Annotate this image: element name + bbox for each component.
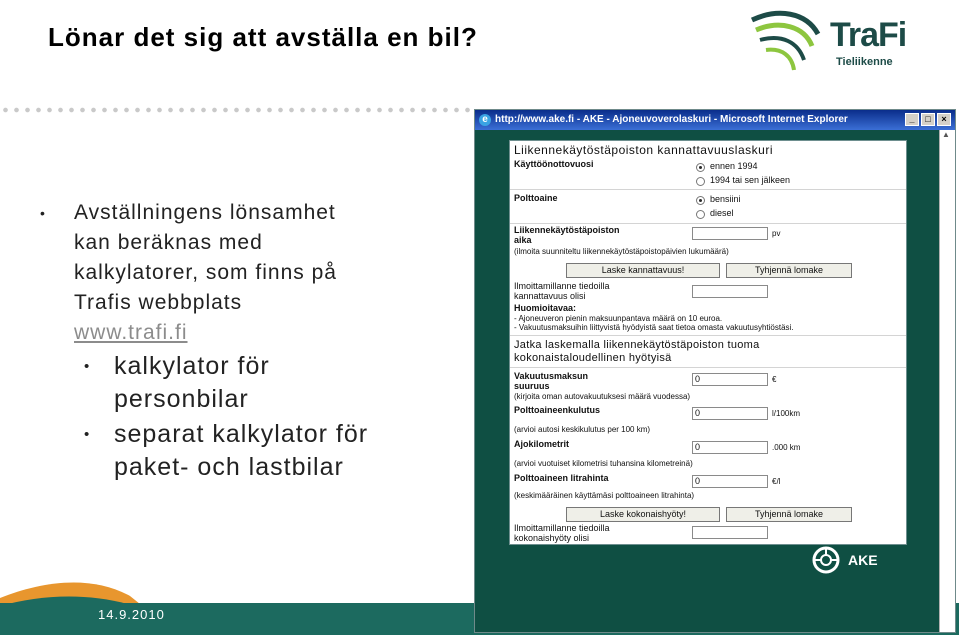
kannattavuus-result-line1: Ilmoittamillanne tiedoilla (514, 281, 610, 291)
tyhjenna-lomake-button-1[interactable]: Tyhjennä lomake (726, 263, 852, 278)
jatka-heading-line1: Jatka laskemalla liikennekäytöstäpoiston tuoma (514, 339, 760, 351)
bullet-dot-icon: • (84, 358, 91, 375)
litrahinta-note: (keskimääräinen käyttämäsi polttoaineen litrahinta) (514, 491, 695, 500)
minimize-button[interactable]: _ (905, 113, 919, 126)
bullet-dot-icon: • (84, 426, 91, 443)
bullet-main-line4: Trafis webbplats (74, 291, 243, 314)
polttoaine-label: Polttoaine (514, 193, 558, 203)
litrahinta-label: Polttoaineen litrahinta (514, 473, 609, 483)
laske-kokonaishyoty-button[interactable]: Laske kokonaishyöty! (566, 507, 720, 522)
radio-year-1994-after-label: 1994 tai sen jälkeen (710, 175, 791, 185)
separator (510, 223, 906, 224)
bullet-sub1-line1: kalkylator för (114, 352, 270, 380)
separator (510, 189, 906, 190)
poisto-note: (ilmoita suunniteltu liikennekäytöstäpoistopäivien lukumäärä) (514, 247, 729, 256)
kulutus-unit: l/100km (772, 409, 801, 418)
laske-kannattavuus-button[interactable]: Laske kannattavuus! (566, 263, 720, 278)
separator (510, 335, 906, 336)
note-vero: - Ajoneuveron pienin maksuunpantava määrä on 10 euroa. (514, 314, 723, 323)
trafi-logo-name: TraFi (830, 16, 907, 54)
scroll-up-icon[interactable]: ▲ (942, 130, 950, 139)
dotted-divider (0, 106, 474, 114)
close-button[interactable]: × (937, 113, 951, 126)
vertical-scrollbar[interactable] (939, 130, 955, 632)
slide-title: Lönar det sig att avställa en bil? (48, 22, 478, 52)
kokonaishyoty-result-line2: kokonaishyöty olisi (514, 533, 590, 543)
ake-logo-text: AKE (848, 552, 878, 568)
litrahinta-unit: €/l (772, 477, 781, 486)
browser-window (474, 109, 956, 633)
note-vakuutus: - Vakuutusmaksuihin liittyvistä hyödyistä saat tietoa omasta vakuutusyhtiöstäsi. (514, 323, 794, 332)
radio-year-1994-after[interactable] (696, 177, 705, 186)
kulutus-input[interactable]: 0 (692, 407, 768, 420)
bullet-list (40, 198, 460, 484)
separator (510, 367, 906, 368)
bullet-main-line2: kan beräknas med (74, 231, 263, 254)
tyhjenna-lomake-button-2[interactable]: Tyhjennä lomake (726, 507, 852, 522)
huomioitavaa-label: Huomioitavaa: (514, 303, 577, 313)
bullet-main-line1: Avställningens lönsamhet (74, 201, 336, 224)
poisto-unit: pv (772, 229, 781, 238)
ajokm-unit: .000 km (772, 443, 801, 452)
browser-titlebar (475, 110, 955, 130)
bullet-sub1-line2: personbilar (114, 385, 249, 413)
vakuutus-label-line2: suuruus (514, 381, 550, 391)
litrahinta-input[interactable]: 0 (692, 475, 768, 488)
kulutus-label: Polttoaineenkulutus (514, 405, 601, 415)
ajokm-input[interactable]: 0 (692, 441, 768, 454)
bullet-sub2-line1: separat kalkylator för (114, 420, 369, 448)
kokonaishyoty-result-line1: Ilmoittamillanne tiedoilla (514, 523, 610, 533)
ajokm-note: (arvioi vuotuiset kilometrisi tuhansina kilometreinä) (514, 459, 693, 468)
poisto-days-input[interactable] (692, 227, 768, 240)
vakuutus-label-line1: Vakuutusmaksun (514, 371, 589, 381)
vakuutus-note: (kirjoita oman autovakuutuksesi määrä vuodessa) (514, 392, 691, 401)
vakuutus-unit: € (772, 375, 777, 384)
kokonaishyoty-result-field (692, 526, 768, 539)
kulutus-note: (arvioi autosi keskikulutus per 100 km) (514, 425, 651, 434)
ake-wheel-icon (810, 546, 844, 574)
calculator-panel (509, 140, 907, 545)
trafi-logo (748, 4, 918, 74)
bullet-main-line3: kalkylatorer, som finns på (74, 261, 337, 284)
window-controls (905, 113, 951, 126)
kayttoonotto-label: Käyttöönottovuosi (514, 159, 594, 169)
bullet-main (40, 198, 460, 348)
ajokm-label: Ajokilometrit (514, 439, 570, 449)
poisto-label-line1: Liikennekäytöstäpoiston (514, 225, 620, 235)
bullet-sub2-line2: paket- och lastbilar (114, 453, 344, 481)
calculator-heading: Liikennekäytöstäpoiston kannattavuuslaskuri (514, 143, 773, 157)
browser-title: http://www.ake.fi - AKE - Ajoneuvoverolaskuri - Microsoft Internet Explorer (495, 114, 848, 125)
radio-fuel-bensiini[interactable] (696, 196, 705, 205)
bullet-dot-icon: • (40, 205, 46, 221)
radio-year-before-1994-label: ennen 1994 (710, 161, 758, 171)
kannattavuus-result-line2: kannattavuus olisi (514, 291, 586, 301)
jatka-heading-line2: kokonaistaloudellinen hyötyisä (514, 352, 672, 364)
bullet-sub-personbilar (40, 350, 460, 416)
vakuutus-input[interactable]: 0 (692, 373, 768, 386)
radio-fuel-diesel[interactable] (696, 210, 705, 219)
bullet-sub-lastbilar (40, 418, 460, 484)
kannattavuus-result-field (692, 285, 768, 298)
poisto-label-line2: aika (514, 235, 532, 245)
maximize-button[interactable]: □ (921, 113, 935, 126)
radio-year-before-1994[interactable] (696, 163, 705, 172)
internet-explorer-icon: e (479, 114, 491, 126)
trafi-link[interactable]: www.trafi.fi (74, 321, 188, 344)
trafi-swoosh-icon (748, 4, 830, 74)
radio-fuel-bensiini-label: bensiini (710, 194, 741, 204)
trafi-logo-subtitle: Tieliikenne (836, 56, 893, 68)
footer-date: 14.9.2010 (98, 607, 165, 622)
ake-logo (810, 546, 910, 576)
radio-fuel-diesel-label: diesel (710, 208, 734, 218)
